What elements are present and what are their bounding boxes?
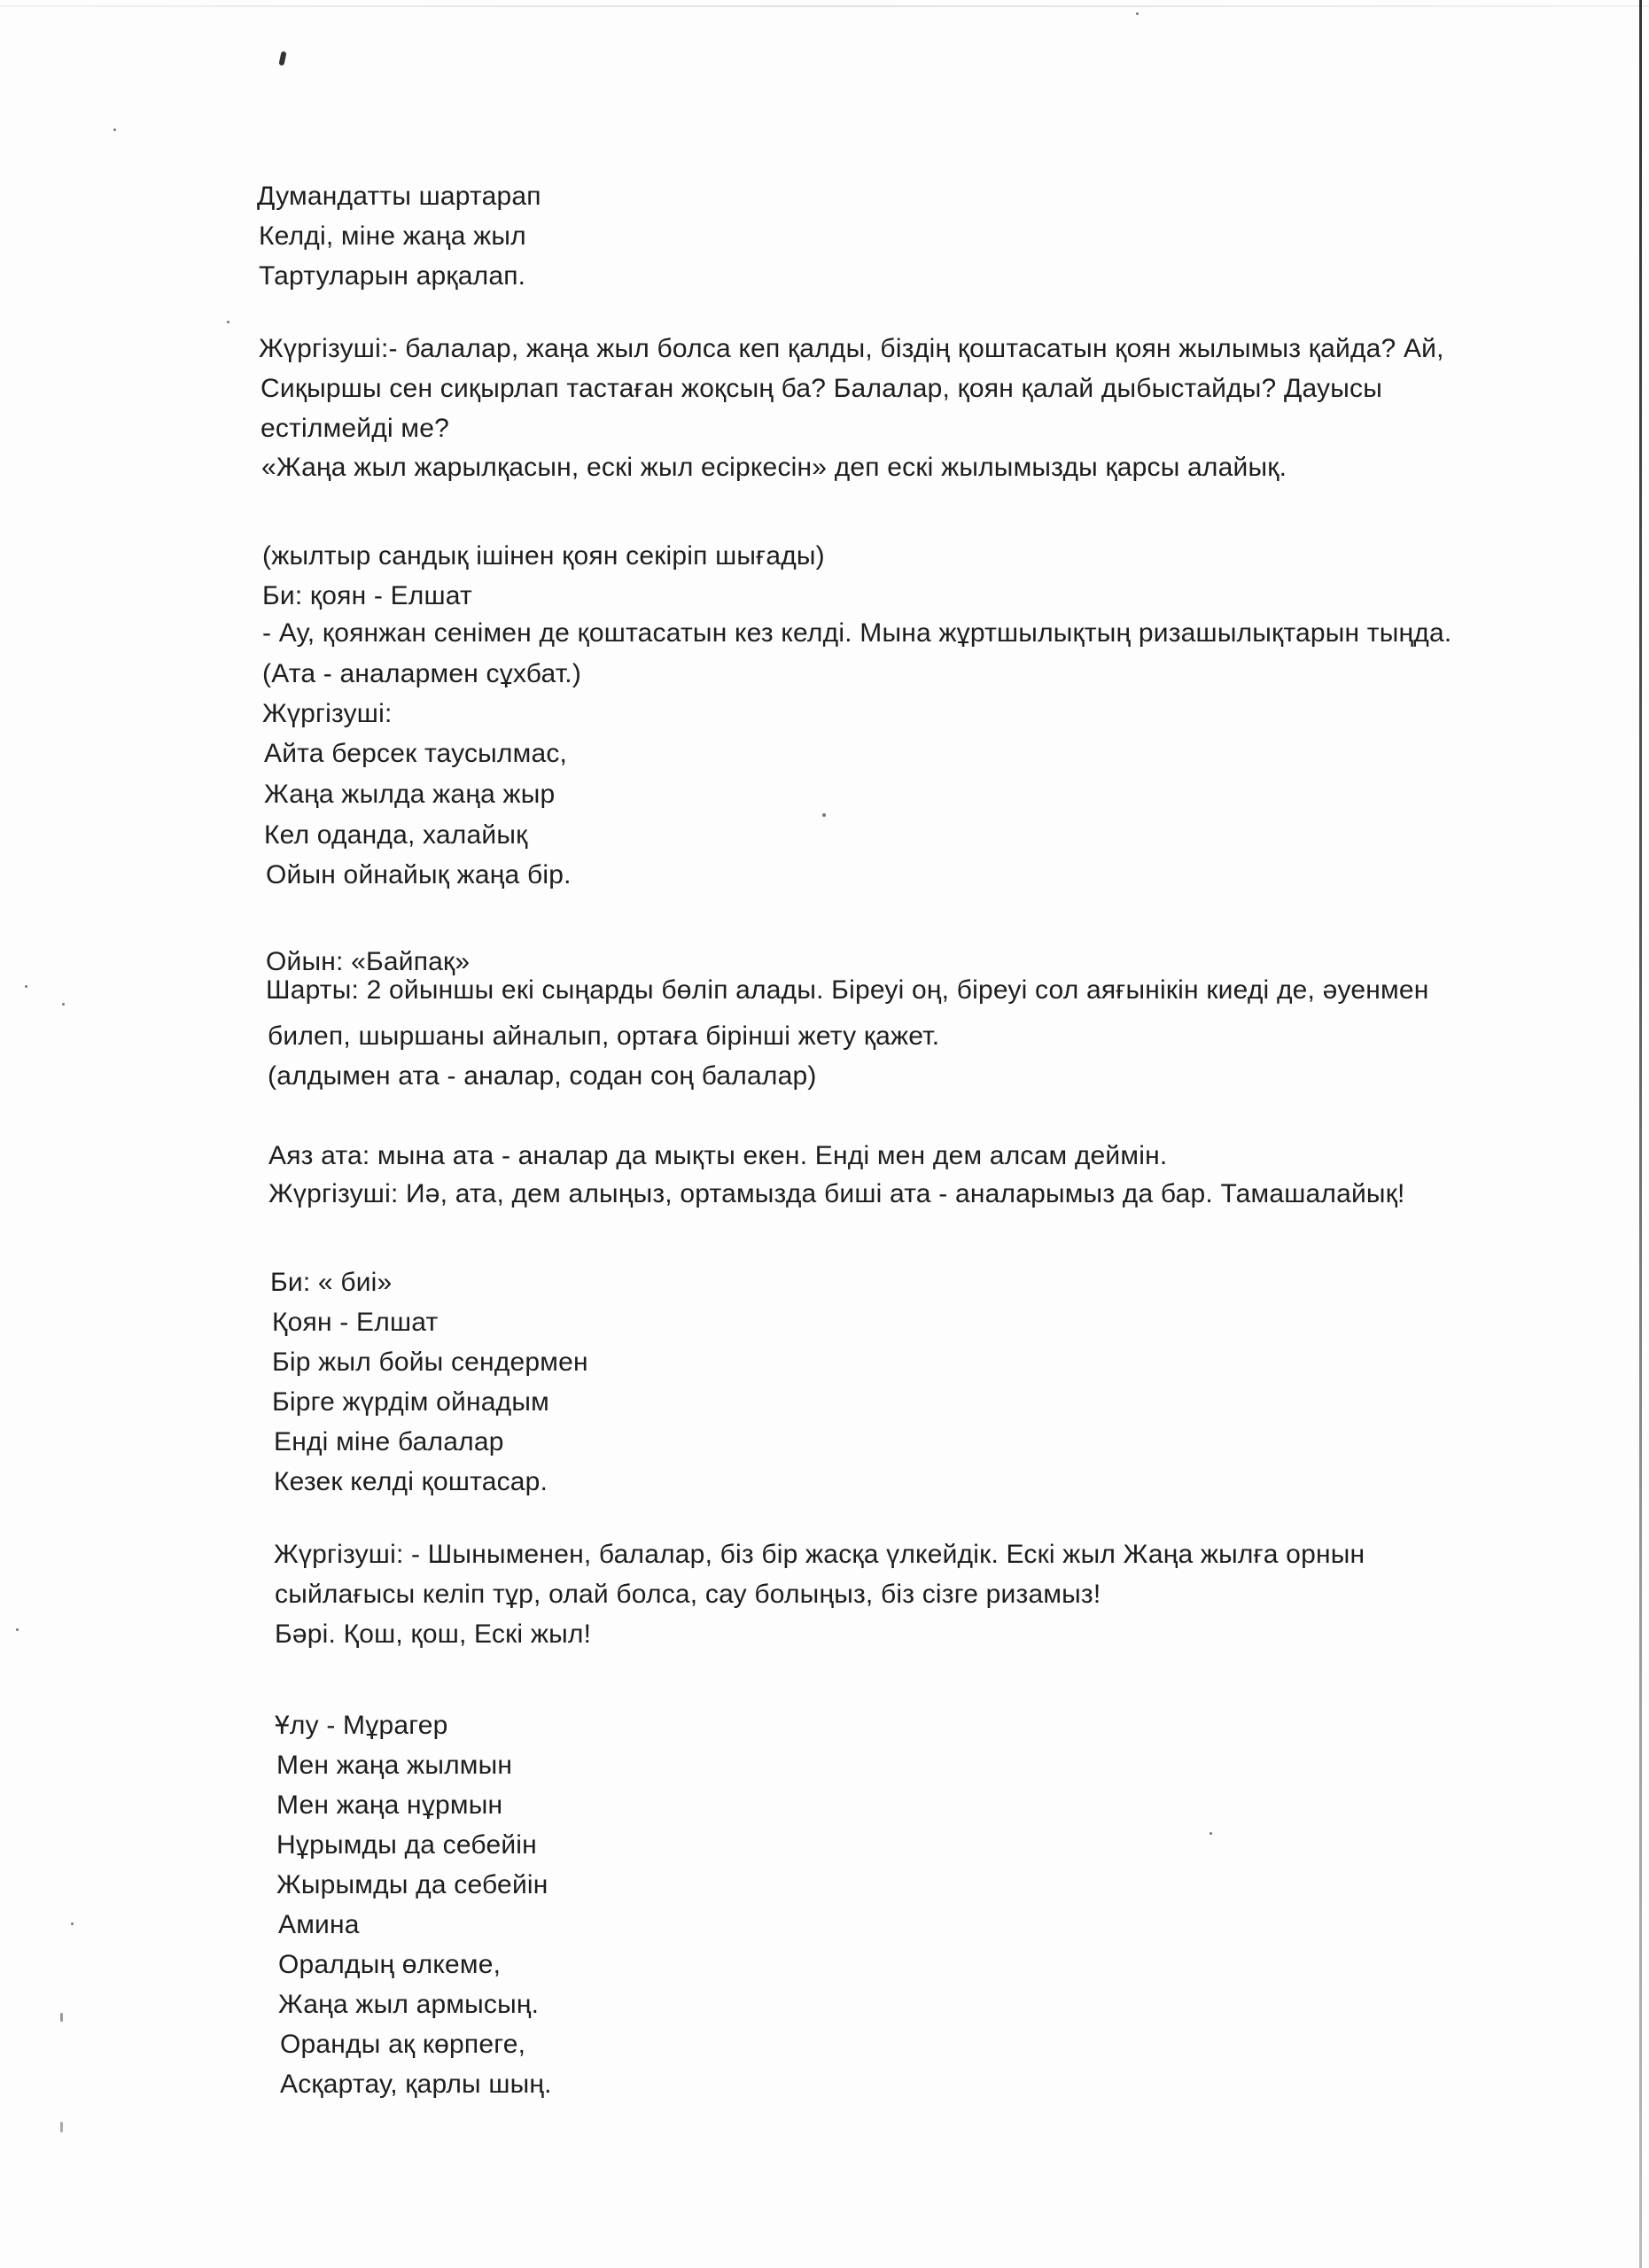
text-line: Бір жыл бойы сендермен <box>272 1348 588 1377</box>
scan-speck <box>60 2122 63 2132</box>
text-line: (Ата - аналармен сұхбат.) <box>262 659 582 688</box>
text-line: сыйлағысы келіп тұр, олай болса, сау болыңыз, біз сізге ризамыз! <box>275 1580 1101 1609</box>
text-line: - Ау, қоянжан сенімен де қоштасатын кез келді. Мына жұртшылықтың ризашылықтарын тыңда. <box>262 618 1452 648</box>
text-line: Жаңа жыл армысың. <box>278 1990 540 2019</box>
text-line: Жырымды да себейін <box>276 1870 548 1899</box>
text-line: Аяз ата: мына ата - аналар да мықты екен. Енді мен дем алсам деймін. <box>268 1141 1168 1170</box>
text-line: Бірге жүрдім ойнадым <box>272 1387 549 1417</box>
scan-speck <box>227 321 229 323</box>
text-line: естілмейді ме? <box>261 414 449 443</box>
text-line: Оранды ақ көрпеге, <box>280 2030 526 2059</box>
text-line: Би: қоян - Елшат <box>262 581 472 610</box>
scan-top-edge <box>0 5 1649 7</box>
scan-speck <box>60 2013 63 2022</box>
text-line: Ойын: «Байпақ» <box>266 947 471 976</box>
scan-speck <box>62 1003 65 1006</box>
text-line: Думандатты шартарап <box>257 182 541 211</box>
text-line: Сиқыршы сен сиқырлап тастаған жоқсың ба? Балалар, қоян қалай дыбыстайды? Дауысы <box>261 374 1382 403</box>
text-line: (жылтыр сандық ішінен қоян секіріп шығады) <box>262 541 825 571</box>
scan-mark <box>278 51 286 66</box>
text-line: (алдымен ата - аналар, содан соң балалар) <box>268 1061 817 1091</box>
scan-right-edge <box>1639 0 1642 2268</box>
text-line: Асқартау, қарлы шың. <box>280 2070 552 2099</box>
text-line: «Жаңа жыл жарылқасын, ескі жыл есіркесін» деп ескі жылымызды қарсы алайық. <box>261 453 1287 482</box>
text-line: Ұлу - Мұрагер <box>275 1711 448 1740</box>
scan-speck <box>822 813 826 817</box>
scan-speck <box>113 128 116 131</box>
scan-speck <box>25 985 27 988</box>
scan-speck <box>16 1628 19 1631</box>
text-line: Би: « биі» <box>270 1268 393 1297</box>
text-line: Бәрі. Қош, қош, Ескі жыл! <box>275 1619 592 1649</box>
text-line: Мен жаңа нұрмын <box>276 1790 503 1820</box>
scan-speck <box>1210 1832 1212 1835</box>
text-line: Келді, міне жаңа жыл <box>259 221 526 251</box>
scan-speck <box>71 1922 74 1925</box>
text-line: Жүргізуші: <box>262 699 393 728</box>
text-line: Жүргізуші: Иә, ата, дем алыңыз, ортамызда биші ата - аналарымыз да бар. Тамашалайық! <box>268 1179 1405 1208</box>
text-line: Ойын ойнайық жаңа бір. <box>266 860 572 889</box>
text-line: Қоян - Елшат <box>272 1308 439 1337</box>
text-line: Кел оданда, халайық <box>264 820 528 850</box>
text-line: Оралдың өлкеме, <box>278 1950 502 1979</box>
text-line: билеп, шыршаны айналып, ортаға бірінші жету қажет. <box>268 1021 940 1051</box>
text-line: Жаңа жылда жаңа жыр <box>264 780 556 809</box>
text-line: Жүргізуші:- балалар, жаңа жыл болса кеп қалды, біздің қоштасатын қоян жылымыз қайда? Ай, <box>259 334 1444 363</box>
scan-speck <box>1136 12 1139 15</box>
text-line: Шарты: 2 ойыншы екі сыңарды бөліп алады. Біреуі оң, біреуі сол аяғынікін киеді де, әуенмен <box>266 975 1429 1005</box>
text-line: Кезек келді қоштасар. <box>274 1467 548 1496</box>
text-line: Айта берсек таусылмас, <box>264 739 568 768</box>
text-line: Енді міне балалар <box>274 1427 504 1456</box>
text-line: Мен жаңа жылмын <box>276 1751 513 1780</box>
text-line: Тартуларын арқалап. <box>259 261 526 291</box>
text-line: Нұрымды да себейін <box>276 1830 537 1860</box>
text-line: Жүргізуші: - Шыныменен, балалар, біз бір жасқа үлкейдік. Ескі жыл Жаңа жылға орнын <box>274 1540 1365 1569</box>
text-line: Амина <box>278 1910 360 1939</box>
